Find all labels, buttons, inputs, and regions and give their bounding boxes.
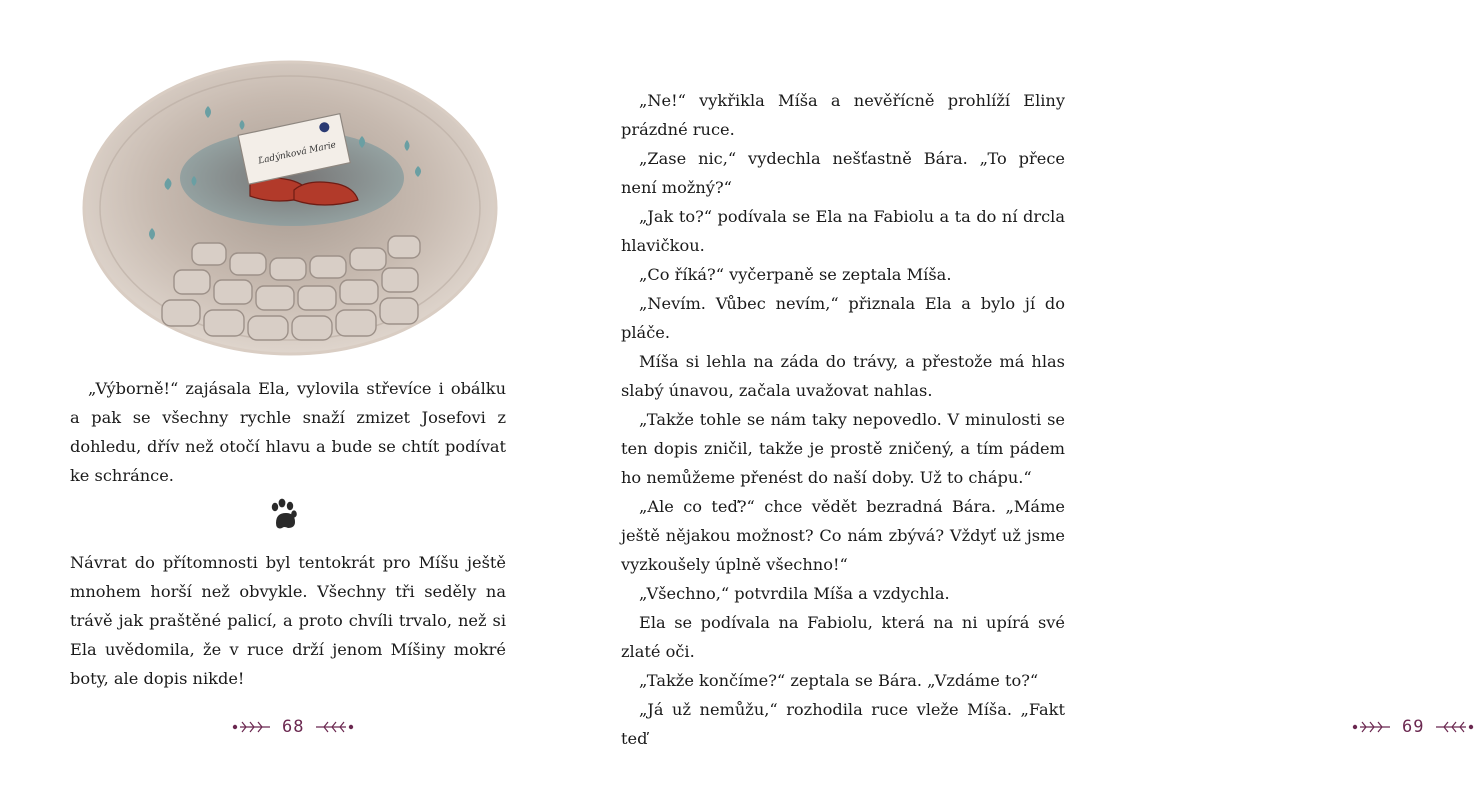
left-ornament-icon [1352, 717, 1394, 737]
paragraph: „Co říká?“ vyčerpaně se zeptala Míša. [639, 265, 952, 284]
right-page [566, 0, 1425, 800]
right-page-text [621, 86, 1065, 753]
paragraph: „Jak to?“ podívala se Ela na Fabiolu a ta do ní drcla hlavičkou. [621, 207, 1065, 255]
paragraph: „Takže tohle se nám taky nepovedlo. V minulosti se ten dopis zničil, takže je prostě zničený, a tím pádem ho nemůžeme přenést do naší doby. Už to chápu.“ [621, 410, 1065, 487]
right-ornament-icon [312, 717, 354, 737]
paw-print-icon [268, 497, 298, 531]
puddle-illustration [82, 58, 500, 358]
paragraph: „Všechno,“ potvrdila Míša a vzdychla. [639, 584, 950, 603]
paragraph: „Ale co teď?“ chce vědět bezradná Bára. „Máme ještě nějakou možnost? Co nám zbývá? Vždyť už jsme vyzkoušely úplně všechno!“ [621, 497, 1065, 574]
right-ornament-icon [1432, 717, 1474, 737]
paragraph: „Takže končíme?“ zeptala se Bára. „Vzdáme to?“ [639, 671, 1039, 690]
paragraph-1 [70, 374, 506, 490]
paragraph: „Nevím. Vůbec nevím,“ přiznala Ela a bylo jí do pláče. [621, 294, 1065, 342]
page-number-footer [232, 715, 354, 739]
paragraph: Ela se podívala na Fabiolu, která na ni upírá své zlaté oči. [621, 613, 1065, 661]
paragraph: „Zase nic,“ vydechla nešťastně Bára. „To přece není možný?“ [621, 149, 1065, 197]
paragraph-text: Návrat do přítomnosti byl tentokrát pro Míšu ještě mnohem horší než obvykle. Všechny tři seděly na trávě jak praštěné palicí, a proto chvíli trvalo, než si Ela uvědomila, že v ruce drží jenom Míšiny mokré boty, ale dopis nikde! [70, 553, 506, 688]
envelope-text: Ľadýnková Marie [257, 140, 338, 167]
page-number: 69 [1402, 717, 1425, 737]
page-number-footer [1352, 715, 1474, 739]
paragraph-text: „Výborně!“ zajásala Ela, vylovila střevíce i obálku a pak se všechny rychle snaží zmizet Josefovi z dohledu, dřív než otočí hlavu a bude se chtít podívat ke schránce. [70, 379, 506, 485]
paragraph-2 [70, 548, 506, 693]
paragraph: „Já už nemůžu,“ rozhodila ruce vleže Míša. „Fakt teď [621, 700, 1065, 748]
left-page [0, 0, 566, 800]
left-ornament-icon [232, 717, 274, 737]
paragraph: „Ne!“ vykřikla Míša a nevěřícně prohlíží Eliny prázdné ruce. [621, 91, 1065, 139]
paragraph: Míša si lehla na záda do trávy, a přestože má hlas slabý únavou, začala uvažovat nahlas. [621, 352, 1065, 400]
page-number: 68 [282, 717, 305, 737]
